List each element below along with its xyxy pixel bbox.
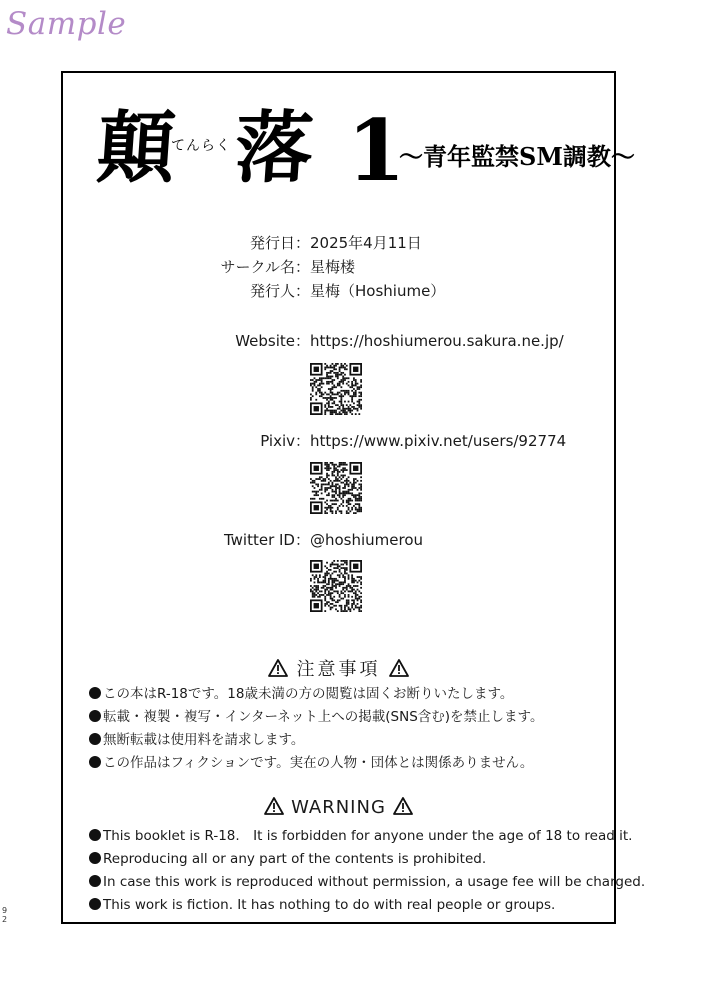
bullet-icon xyxy=(89,875,101,887)
title-ruby: てんらく xyxy=(171,138,231,154)
list-item xyxy=(89,825,633,848)
info-row-date xyxy=(63,231,618,255)
colophon-frame xyxy=(61,71,646,924)
bullet-icon xyxy=(89,898,101,910)
link-row-website xyxy=(63,329,618,353)
notice-text: 無断転載は使用料を請求します。 xyxy=(103,732,305,748)
website-qr-code-icon xyxy=(310,363,362,415)
info-row-circle xyxy=(63,255,618,279)
info-label: 発行人： xyxy=(249,282,310,300)
warning-text: Reproducing all or any part of the contents is prohibited. xyxy=(103,851,487,867)
title-kanji-1: 顛 xyxy=(93,103,179,194)
warning-list xyxy=(89,825,646,917)
notice-title: 注意事項 xyxy=(296,659,381,680)
warning-triangle-icon xyxy=(264,797,284,815)
link-label: Pixiv： xyxy=(260,432,310,450)
bullet-icon xyxy=(89,852,101,864)
warning-triangle-icon xyxy=(389,659,409,677)
twitter-qr-code-icon xyxy=(310,560,362,612)
info-value: 星梅楼 xyxy=(310,258,356,276)
warning-heading xyxy=(63,797,614,818)
pixiv-qr-code-icon xyxy=(310,462,362,514)
website-link[interactable]: https://hoshiumerou.sakura.ne.jp/ xyxy=(310,332,564,350)
book-title xyxy=(93,101,635,201)
link-label: Twitter ID： xyxy=(223,531,310,549)
list-item xyxy=(89,894,614,917)
link-label: Website： xyxy=(235,332,310,350)
notice-text: この本はR-18です。18歳未満の方の閲覧は固くお断りいたします。 xyxy=(103,686,514,702)
bullet-icon xyxy=(89,829,101,841)
notice-list xyxy=(89,683,609,775)
bullet-icon xyxy=(89,733,101,745)
info-label: 発行日： xyxy=(249,234,310,252)
title-kanji-2: 落 xyxy=(231,103,317,194)
warning-title: WARNING xyxy=(291,797,386,818)
warning-text: In case this work is reproduced without permission, a usage fee will be charged. xyxy=(103,874,646,890)
page-number: 9 2 xyxy=(2,906,8,924)
twitter-link[interactable]: @hoshiumerou xyxy=(310,531,424,549)
info-value: 星梅（Hoshiume） xyxy=(310,282,446,300)
info-label: サークル名： xyxy=(220,258,310,276)
list-item xyxy=(89,752,609,775)
warning-text: This work is fiction. It has nothing to do with real people or groups. xyxy=(103,897,556,913)
bullet-icon xyxy=(89,756,101,768)
list-item xyxy=(89,706,609,729)
notice-text: 転載・複製・複写・インターネット上への掲載(SNS含む)を禁止します。 xyxy=(103,709,544,725)
list-item xyxy=(89,871,646,894)
list-item xyxy=(89,683,609,706)
publication-info xyxy=(63,231,618,303)
sample-watermark: Sample xyxy=(6,6,127,42)
bullet-icon xyxy=(89,687,101,699)
title-volume-number: 1 xyxy=(347,101,406,200)
notice-heading xyxy=(63,655,614,681)
notice-text: この作品はフィクションです。実在の人物・団体とは関係ありません。 xyxy=(103,755,534,771)
list-item xyxy=(89,729,609,752)
info-value: 2025年4月11日 xyxy=(310,234,422,252)
link-row-twitter xyxy=(63,528,618,552)
warning-triangle-icon xyxy=(268,659,288,677)
title-subtitle: 〜青年監禁SM調教〜 xyxy=(399,142,635,171)
pixiv-link[interactable]: https://www.pixiv.net/users/92774 xyxy=(310,432,567,450)
list-item xyxy=(89,848,614,871)
warning-triangle-icon xyxy=(393,797,413,815)
warning-text: This booklet is R-18. It is forbidden for anyone under the age of 18 to read it. xyxy=(103,828,633,844)
info-row-publisher xyxy=(63,279,618,303)
bullet-icon xyxy=(89,710,101,722)
link-row-pixiv xyxy=(63,429,618,453)
